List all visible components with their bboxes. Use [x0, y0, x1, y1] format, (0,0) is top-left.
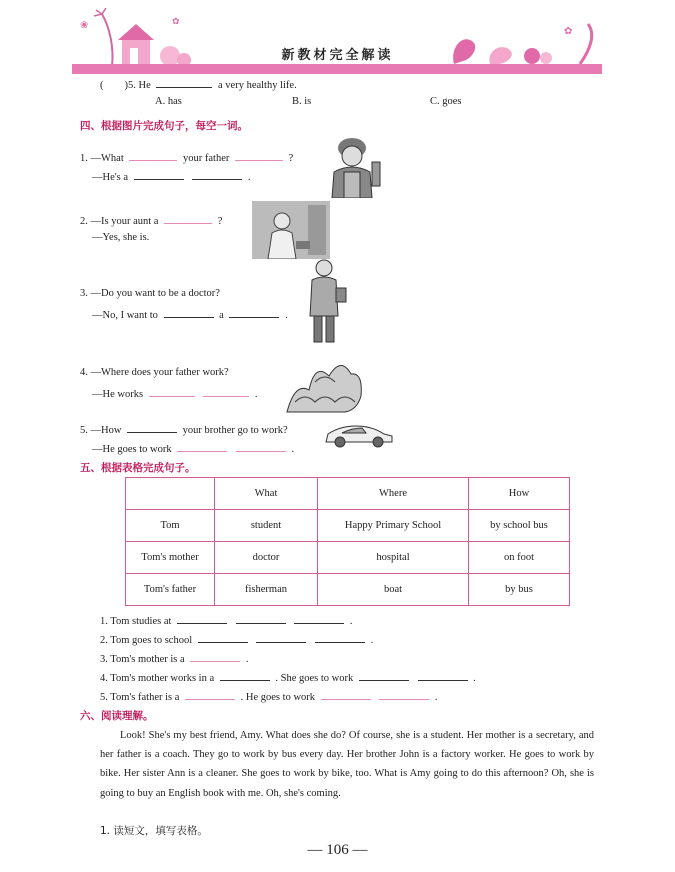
svg-text:✿: ✿	[564, 26, 573, 37]
s5-s4-blank1[interactable]	[220, 670, 270, 681]
section6-title: 六、阅读理解。	[80, 710, 154, 722]
s5-s1-text-a: 1. Tom studies at	[100, 616, 172, 627]
s5-s4-blank3[interactable]	[418, 670, 468, 681]
s5-s1-blank3[interactable]	[294, 613, 344, 624]
page-number: — 106 —	[307, 842, 368, 858]
s5-s5-blank1[interactable]	[185, 689, 235, 700]
s4-item3-text-a: —No, I want to	[92, 310, 158, 321]
s4-item1-line1	[80, 150, 293, 164]
s4-item3-blank2[interactable]	[229, 307, 279, 318]
s5-s5-blank3[interactable]	[379, 689, 429, 700]
info-table	[125, 477, 570, 606]
s4-item4-blank1[interactable]	[149, 386, 195, 397]
s4-item2-line1	[80, 213, 222, 227]
s4-item2-text-a: 2. —Is your aunt a	[80, 216, 159, 227]
s5-s3-blank1[interactable]	[190, 651, 240, 662]
s5-s2-text-b: .	[370, 635, 374, 646]
s5-s3-text-b: .	[245, 654, 249, 665]
worker-illustration	[318, 132, 390, 198]
table-row	[126, 542, 570, 574]
s5-s2-text-a: 2. Tom goes to school	[100, 635, 193, 646]
table-header-row	[126, 478, 570, 510]
s4-item5-blank2[interactable]	[177, 441, 227, 452]
teacher-illustration	[306, 258, 350, 344]
s4-item1-blank4[interactable]	[192, 169, 242, 180]
table-cell: student	[215, 510, 318, 542]
car-illustration	[322, 422, 396, 448]
q5-option-b: B. is	[292, 96, 312, 107]
q5-option-c: C. goes	[430, 96, 462, 107]
s5-s5-blank2[interactable]	[321, 689, 371, 700]
q5-line	[100, 77, 297, 92]
table-cell: by school bus	[469, 510, 570, 542]
reading-passage	[100, 726, 594, 803]
s4-item1-text-e: .	[247, 172, 251, 183]
section5-title: 五、根据表格完成句子。	[80, 462, 196, 474]
s4-item5-text-a: 5. —How	[80, 425, 122, 436]
s4-item2-line2: —Yes, she is.	[92, 232, 150, 243]
s4-item5-blank1[interactable]	[127, 422, 177, 433]
s5-sentence-5	[100, 689, 438, 703]
s5-s3-text-a: 3. Tom's mother is a	[100, 654, 185, 665]
s5-s5-text-b: . He goes to work	[240, 692, 316, 703]
nurse-illustration	[252, 201, 330, 259]
s4-item1-text-a: 1. —What	[80, 153, 124, 164]
s4-item3-text-c: .	[285, 310, 288, 321]
s4-item4-blank2[interactable]	[203, 386, 249, 397]
s4-item1-text-b: your father	[183, 153, 230, 164]
s4-item2-blank1[interactable]	[164, 213, 212, 224]
s5-sentence-1	[100, 613, 353, 627]
s4-item3-line2	[92, 307, 288, 321]
table-row	[126, 574, 570, 606]
s4-item3-text-b: a	[219, 310, 224, 321]
s5-s5-text-a: 5. Tom's father is a	[100, 692, 180, 703]
s4-item4-text-a: —He works	[92, 389, 144, 400]
s4-item1-line2	[92, 169, 251, 183]
s5-s2-blank1[interactable]	[198, 632, 248, 643]
table-header-cell: What	[215, 478, 318, 510]
s4-item5-blank3[interactable]	[236, 441, 286, 452]
table-header-cell: Where	[318, 478, 469, 510]
s4-item3-line1: 3. —Do you want to be a doctor?	[80, 288, 220, 299]
s5-s1-blank1[interactable]	[177, 613, 227, 624]
s5-s5-text-c: .	[434, 692, 438, 703]
table-cell: Tom's father	[126, 574, 215, 606]
reading-task: 1. 读短文，填写表格。	[100, 825, 208, 837]
s4-item1-blank1[interactable]	[129, 150, 177, 161]
s4-item1-text-d: —He's a	[92, 172, 129, 183]
s5-s4-blank2[interactable]	[359, 670, 409, 681]
s5-s4-text-b: . She goes to work	[275, 673, 354, 684]
sea-waves-illustration	[285, 352, 365, 414]
s4-item2-text-b: ?	[217, 216, 223, 227]
s5-sentence-2	[100, 632, 373, 646]
s5-sentence-4	[100, 670, 476, 684]
header-title: 新教材完全解读	[281, 48, 394, 63]
table-cell: doctor	[215, 542, 318, 574]
header-bar	[72, 64, 602, 74]
table-header-cell: How	[469, 478, 570, 510]
table-row	[126, 510, 570, 542]
s4-item3-blank1[interactable]	[164, 307, 214, 318]
q5-suffix: a very healthy life.	[218, 80, 297, 91]
s4-item4-text-b: .	[254, 389, 258, 400]
s5-s1-text-b: .	[349, 616, 353, 627]
table-cell: fisherman	[215, 574, 318, 606]
s4-item1-blank3[interactable]	[134, 169, 184, 180]
q5-option-a: A. has	[155, 96, 182, 107]
table-cell: Tom	[126, 510, 215, 542]
s4-item4-line1: 4. —Where does your father work?	[80, 367, 229, 378]
reading-passage-text: Look! She's my best friend, Amy. What does she do? Of course, she is a student. Her mother is a secretary, and her father is a coach. They go to work by bus every day. Her brother John is a factory worker. He goes to work by bike. Her sister Ann is a cleaner. She goes to work by bike, too. What is Amy going to do this afternoon? Oh, she is going to buy an English book with me. Oh, she's coming.	[100, 730, 594, 799]
svg-text:❀: ❀	[80, 20, 89, 31]
s4-item5-text-a2: —He goes to work	[92, 444, 172, 455]
s5-s4-text-a: 4. Tom's mother works in a	[100, 673, 215, 684]
s5-s2-blank2[interactable]	[256, 632, 306, 643]
s4-item1-text-c: ?	[288, 153, 294, 164]
table-cell: by bus	[469, 574, 570, 606]
s5-s2-blank3[interactable]	[315, 632, 365, 643]
table-cell: boat	[318, 574, 469, 606]
table-cell: Happy Primary School	[318, 510, 469, 542]
svg-text:✿: ✿	[172, 16, 180, 26]
s4-item5-line2	[92, 441, 294, 455]
s5-s1-blank2[interactable]	[236, 613, 286, 624]
s4-item5-text-b: your brother go to work?	[182, 425, 288, 436]
q5-prefix: ( )5. He	[100, 80, 151, 91]
s5-s4-text-c: .	[473, 673, 476, 684]
table-cell: Tom's mother	[126, 542, 215, 574]
table-cell: on foot	[469, 542, 570, 574]
s4-item5-text-b2: .	[291, 444, 295, 455]
section4-title: 四、根据图片完成句子，每空一词。	[80, 120, 248, 132]
q5-blank[interactable]	[156, 77, 212, 88]
s4-item1-blank2[interactable]	[235, 150, 283, 161]
s4-item4-line2	[92, 386, 258, 400]
table-header-cell	[126, 478, 215, 510]
s5-sentence-3	[100, 651, 249, 665]
table-cell: hospital	[318, 542, 469, 574]
s4-item5-line1	[80, 422, 288, 436]
